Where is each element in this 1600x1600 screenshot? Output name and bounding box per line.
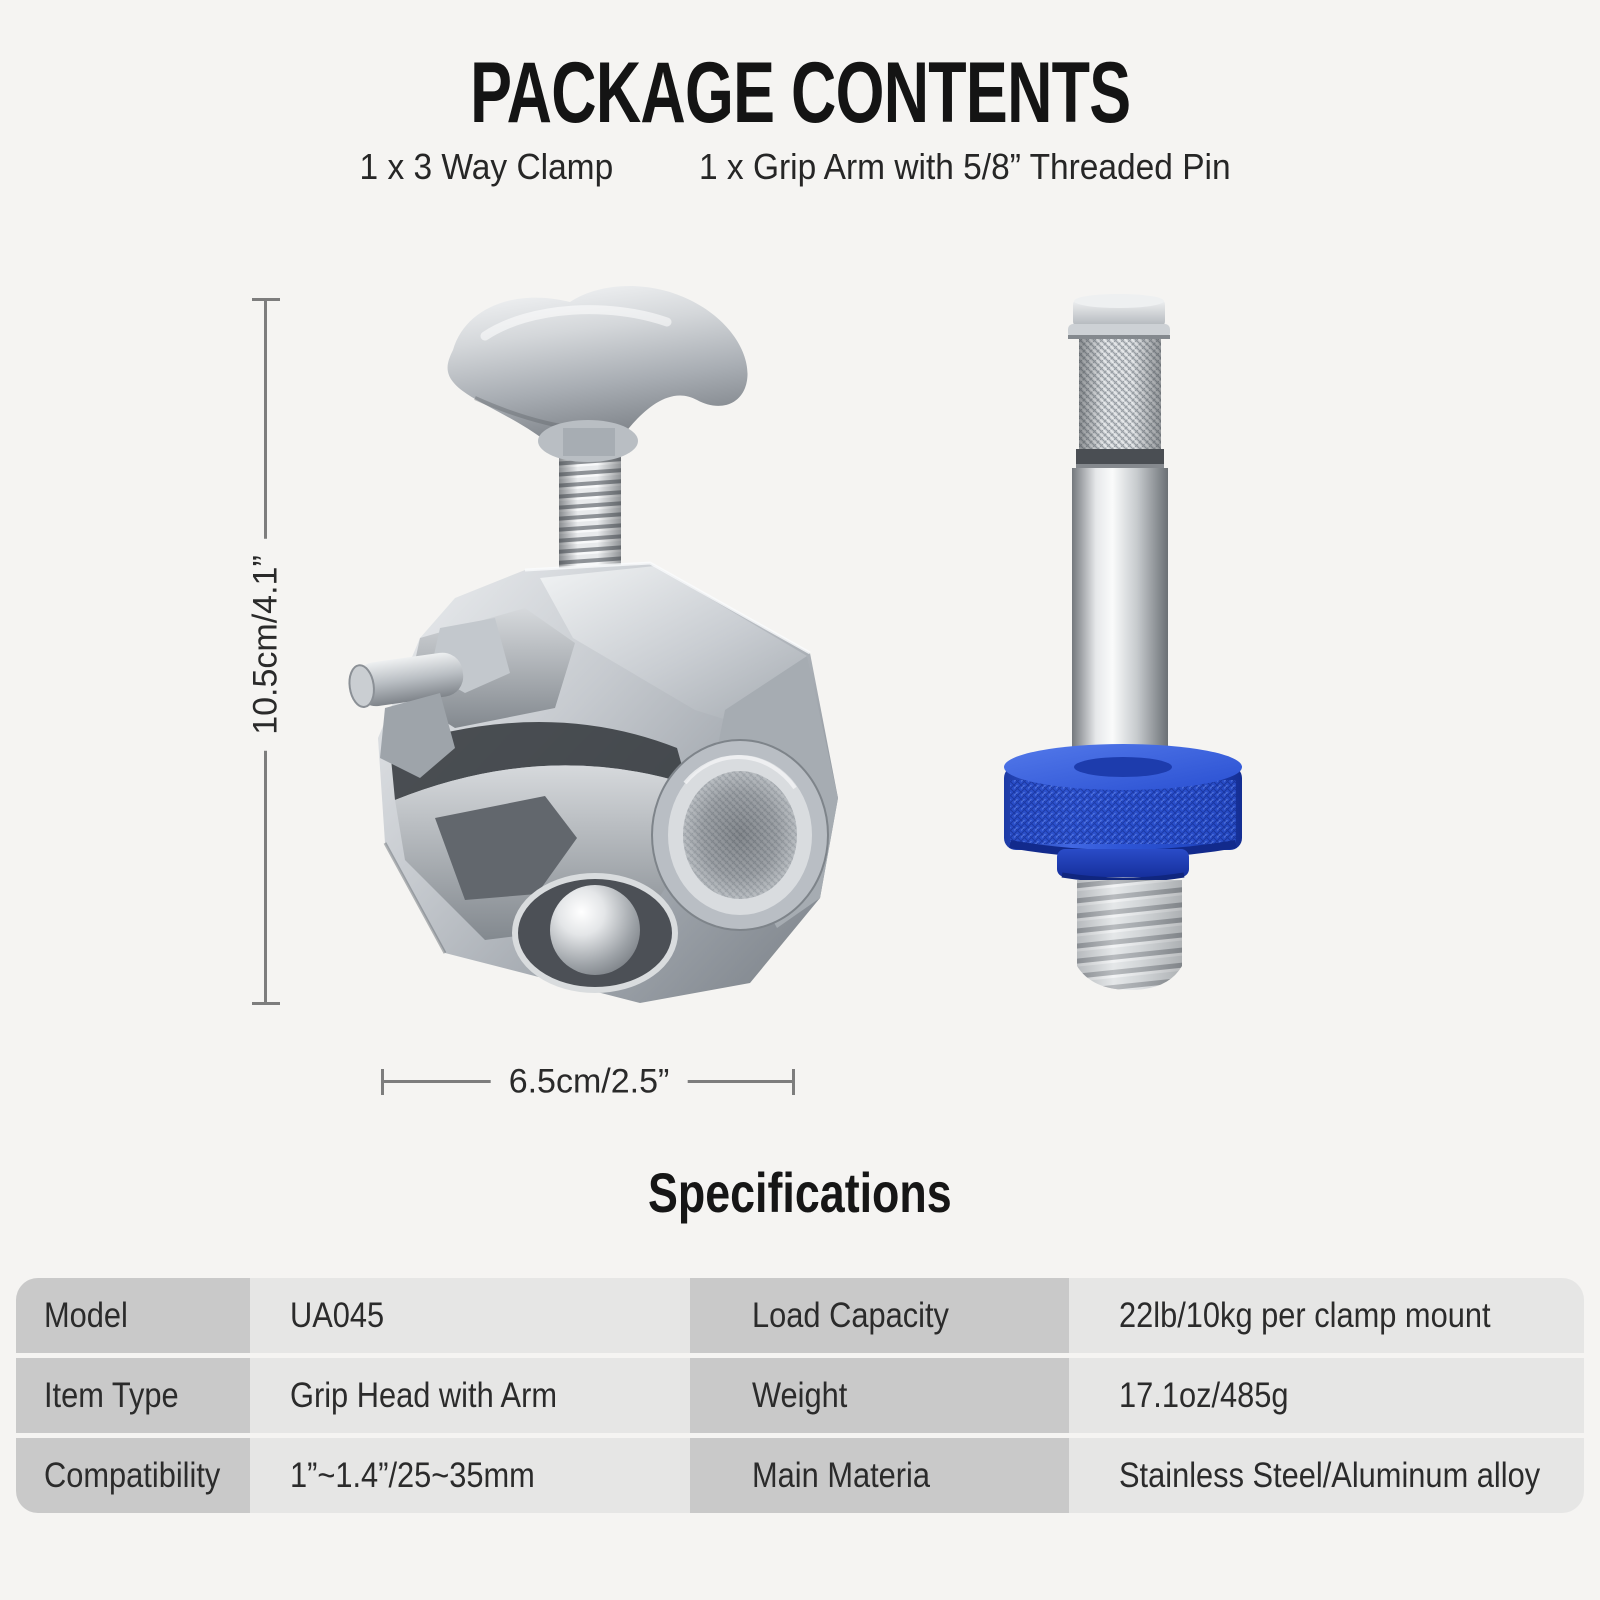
specs-heading: Specifications — [648, 1161, 952, 1224]
package-item-pin: 1 x Grip Arm with 5/8” Threaded Pin — [698, 146, 1231, 187]
clamp-image — [345, 278, 845, 1010]
spec-value-weight: 17.1oz/485g — [1069, 1358, 1584, 1433]
pin-shaft — [1072, 468, 1168, 760]
width-dim-right-tick — [792, 1069, 795, 1095]
spec-label-main-material: Main Materia — [690, 1438, 1069, 1513]
pin-blue-knob — [1004, 744, 1242, 880]
width-dim-label: 6.5cm/2.5” — [491, 1061, 688, 1104]
specs-table — [16, 1278, 1584, 1513]
spec-label-load-capacity: Load Capacity — [690, 1278, 1069, 1353]
pin-thread — [1077, 880, 1182, 990]
package-items — [0, 146, 1600, 188]
spec-value-compatibility: 1”~1.4”/25~35mm — [250, 1438, 690, 1513]
spec-value-load-capacity: 22lb/10kg per clamp mount — [1069, 1278, 1584, 1353]
page-title: PACKAGE CONTENTS — [469, 45, 1131, 141]
pin-image — [1000, 288, 1260, 998]
package-item-clamp: 1 x 3 Way Clamp — [359, 146, 614, 187]
height-dim-bottom-tick — [252, 1002, 280, 1005]
spec-label-compatibility: Compatibility — [16, 1438, 250, 1513]
spec-label-model: Model — [16, 1278, 250, 1353]
clamp-thread-rod — [559, 448, 621, 583]
spec-value-item-type: Grip Head with Arm — [250, 1358, 690, 1433]
spec-label-weight: Weight — [690, 1358, 1069, 1433]
spec-label-item-type: Item Type — [16, 1358, 250, 1433]
spec-value-main-material: Stainless Steel/Aluminum alloy — [1069, 1438, 1584, 1513]
pin-cap — [1068, 294, 1170, 339]
height-dim-label: 10.5cm/4.1” — [241, 539, 292, 751]
pin-knurl — [1076, 339, 1164, 468]
clamp-knob — [448, 286, 748, 462]
spec-value-model: UA045 — [250, 1278, 690, 1353]
